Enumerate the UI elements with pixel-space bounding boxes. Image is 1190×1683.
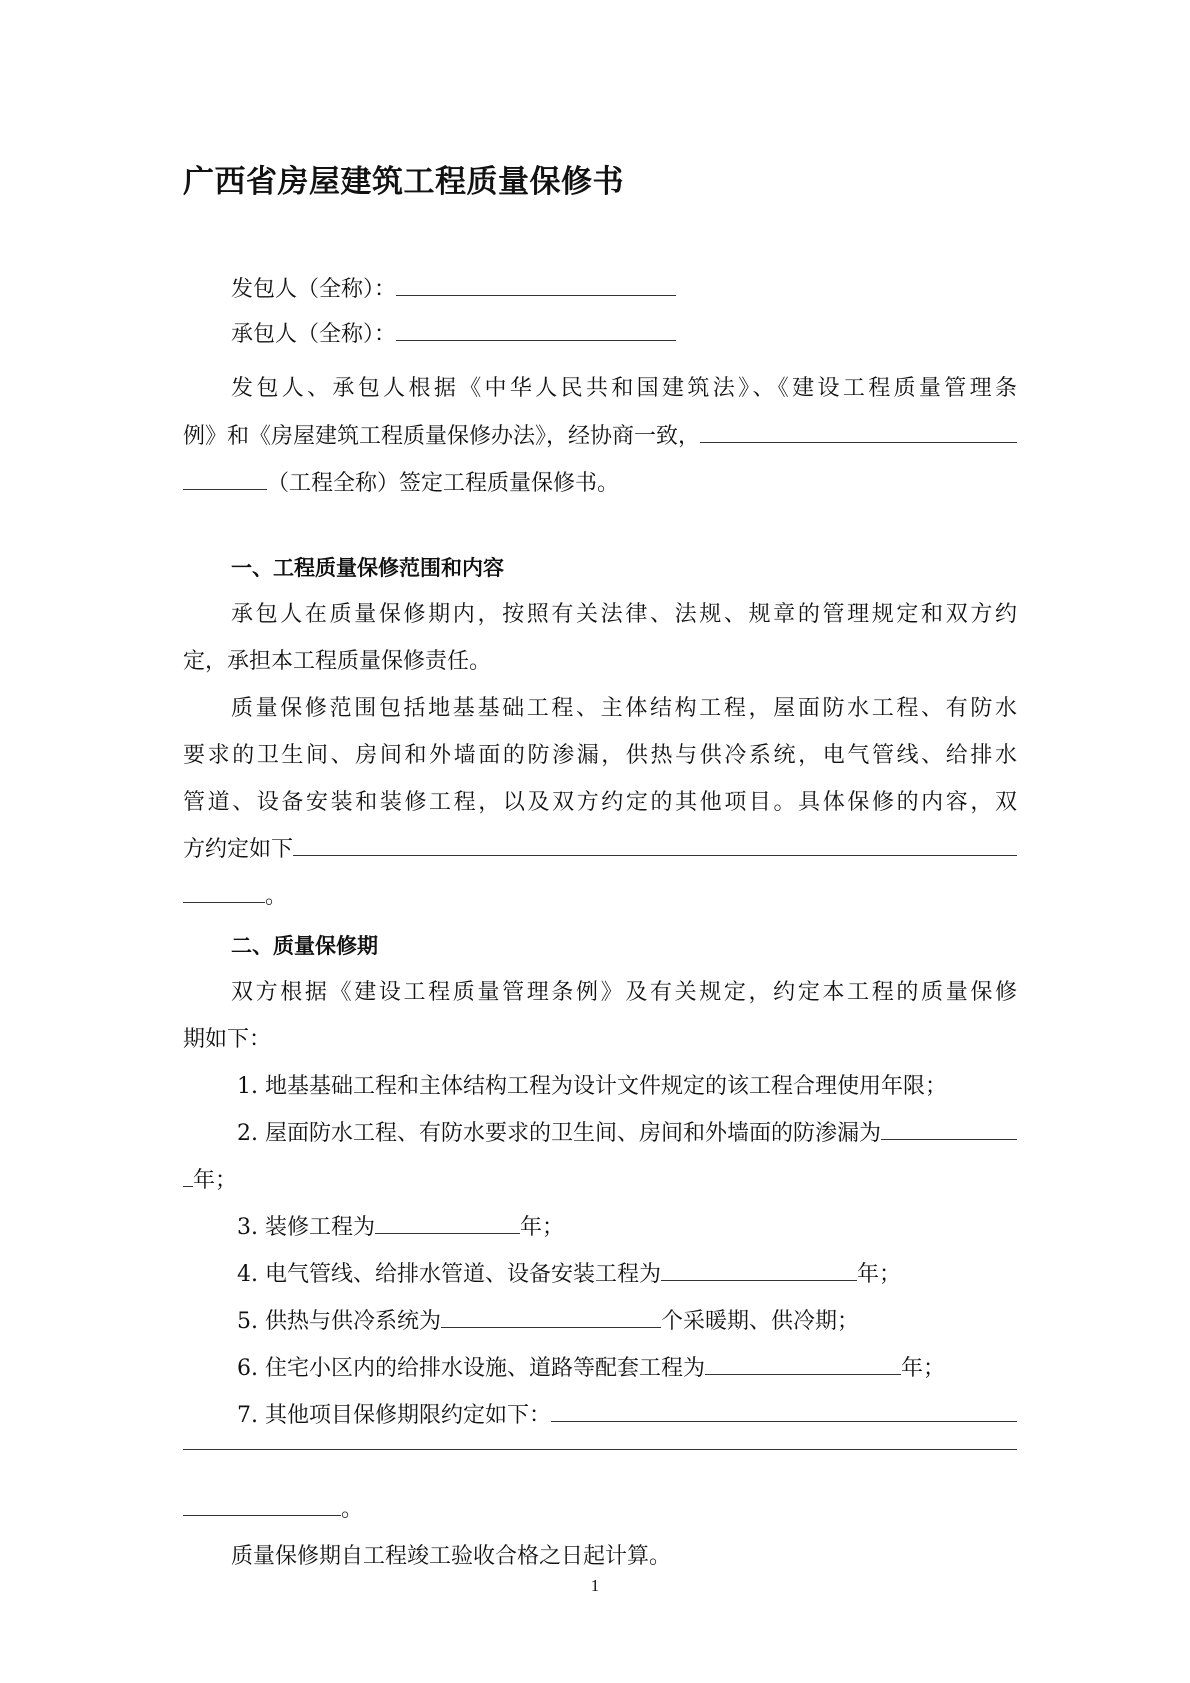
warranty-item-2-row — [237, 1119, 1017, 1149]
warranty-item-4: 4. 电气管线、给排水管道、设备安装工程为 — [237, 1262, 661, 1287]
item-3-years-blank[interactable] — [375, 1232, 520, 1234]
section-1-p2-line-2: 要求的卫生间、房间和外墙面的防渗漏，供热与供冷系统，电气管线、给排水 — [183, 743, 1017, 768]
item-7-terms-blank[interactable] — [551, 1420, 1017, 1422]
employer-field-row — [231, 275, 691, 305]
item-5-periods-blank[interactable] — [441, 1326, 661, 1328]
project-name-blank[interactable] — [700, 441, 1017, 443]
item-7-terms-blank-2[interactable] — [183, 1448, 1017, 1450]
section-1-p1-line-1: 承包人在质量保修期内，按照有关法律、法规、规章的管理规定和双方约 — [231, 602, 1017, 627]
warranty-content-blank[interactable] — [293, 854, 1017, 856]
section-2-p1-line-1: 双方根据《建设工程质量管理条例》及有关规定，约定本工程的质量保修 — [231, 980, 1017, 1005]
section-1-p1-line-2: 定，承担本工程质量保修责任。 — [183, 649, 492, 674]
intro-line-2-row — [183, 422, 1017, 452]
contractor-name-blank[interactable] — [396, 339, 676, 341]
section-1-p2-line-4: 方约定如下 — [183, 837, 294, 862]
intro-line-3-row — [183, 469, 1017, 499]
warranty-item-1: 1. 地基基础工程和主体结构工程为设计文件规定的该工程合理使用年限； — [237, 1074, 947, 1099]
warranty-item-3-suffix: 年； — [519, 1215, 564, 1240]
page-number: 1 — [590, 1576, 600, 1595]
item-2-years-blank[interactable] — [881, 1138, 1017, 1140]
section-1-p2-line-3: 管道、设备安装和装修工程，以及双方约定的其他项目。具体保修的内容，双 — [183, 790, 1017, 815]
warranty-item-2-suffix: 年； — [193, 1168, 238, 1193]
employer-name-blank[interactable] — [396, 294, 676, 296]
warranty-item-4-suffix: 年； — [857, 1262, 902, 1287]
warranty-item-5-suffix: 个采暖期、供冷期； — [660, 1309, 859, 1334]
section-1-heading: 一、工程质量保修范围和内容 — [231, 556, 504, 580]
warranty-item-3: 3. 装修工程为 — [237, 1215, 375, 1240]
warranty-item-7-end: 。 — [341, 1497, 364, 1522]
item-4-years-blank[interactable] — [661, 1279, 857, 1281]
item-6-years-blank[interactable] — [705, 1373, 901, 1375]
contractor-field-row — [231, 320, 691, 350]
warranty-item-5: 5. 供热与供冷系统为 — [237, 1309, 441, 1334]
section-1-p2-end: 。 — [265, 884, 288, 909]
warranty-item-3-row — [237, 1213, 1017, 1243]
section-2-heading: 二、质量保修期 — [231, 934, 378, 958]
project-name-blank-cont[interactable] — [183, 488, 267, 490]
warranty-item-2-cont-row — [183, 1166, 1017, 1196]
warranty-item-4-row — [237, 1260, 1017, 1290]
item-7-terms-blank-3[interactable] — [183, 1514, 341, 1516]
item-2-years-blank-cont[interactable] — [183, 1185, 193, 1187]
intro-line-1: 发包人、承包人根据《中华人民共和国建筑法》、《建设工程质量管理条 — [231, 376, 1017, 401]
warranty-item-6: 6. 住宅小区内的给排水设施、道路等配套工程为 — [237, 1356, 705, 1381]
section-1-p2-line-1: 质量保修范围包括地基基础工程、主体结构工程，屋面防水工程、有防水 — [231, 696, 1017, 721]
warranty-item-7-row — [237, 1401, 1017, 1431]
intro-line-3: （工程全称）签定工程质量保修书。 — [267, 471, 620, 496]
item-7-terms-line-3-row — [183, 1495, 1017, 1525]
warranty-item-6-suffix: 年； — [901, 1356, 946, 1381]
warranty-item-7: 7. 其他项目保修期限约定如下： — [237, 1403, 551, 1428]
section-1-p2-line-5-row — [183, 882, 1017, 912]
warranty-item-5-row — [237, 1307, 1017, 1337]
employer-label: 发包人（全称）： — [231, 277, 397, 302]
section-1-p2-line-4-row — [183, 835, 1017, 865]
document-title: 广西省房屋建筑工程质量保修书 — [183, 164, 624, 200]
contractor-label: 承包人（全称）： — [231, 322, 397, 347]
section-2-p1-line-2: 期如下： — [183, 1027, 272, 1052]
warranty-item-6-row — [237, 1354, 1017, 1384]
warranty-content-blank-cont[interactable] — [183, 901, 265, 903]
warranty-item-2: 2. 屋面防水工程、有防水要求的卫生间、房间和外墙面的防渗漏为 — [237, 1121, 881, 1146]
intro-line-2: 例》和《房屋建筑工程质量保修办法》，经协商一致， — [183, 424, 701, 449]
section-2-closing: 质量保修期自工程竣工验收合格之日起计算。 — [231, 1544, 672, 1569]
